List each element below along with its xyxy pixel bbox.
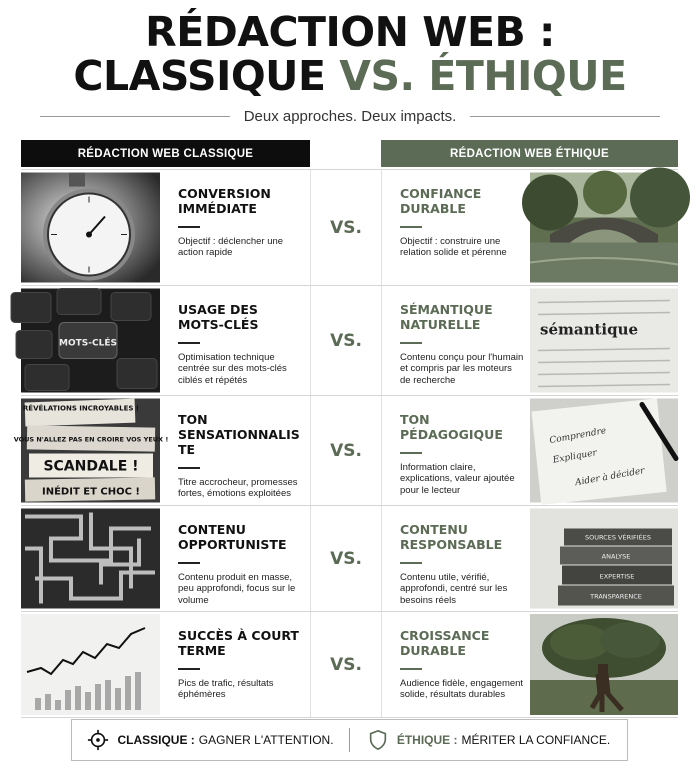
heading-rule: [178, 562, 200, 564]
heading-rule: [400, 342, 422, 344]
left-text: [178, 186, 306, 259]
right-heading: SÉMANTIQUE NATURELLE: [400, 302, 493, 332]
right-text: [400, 522, 524, 606]
footer-ethique-text: MÉRITER LA CONFIANCE.: [461, 733, 611, 747]
vs-label: VS.: [330, 217, 362, 238]
notebook-pen-image: [530, 399, 678, 502]
book-spine-3: EXPERTISE: [599, 572, 635, 581]
footer-classique: [72, 729, 349, 751]
heading-rule: [178, 342, 200, 344]
footer-ethique: [350, 729, 627, 751]
right-description: Objectif : construire une relation solide et pérenne: [400, 235, 507, 258]
subtitle-row: [0, 106, 700, 126]
headline-2: VOUS N'ALLEZ PAS EN CROIRE VOS YEUX !: [13, 435, 169, 444]
heading-rule: [178, 226, 200, 228]
left-heading: CONTENU OPPORTUNISTE: [178, 522, 287, 552]
left-text: [178, 628, 306, 701]
right-description: Audience fidèle, engagement solide, résultats durables: [400, 677, 524, 700]
title-classique: CLASSIQUE: [73, 52, 340, 100]
maze-image: [21, 509, 160, 608]
comparison-row: [13, 395, 678, 505]
header-ethique: RÉDACTION WEB ÉTHIQUE: [381, 140, 678, 167]
left-description: Contenu produit en masse, peu approfondi, focus sur le volume: [178, 571, 296, 606]
right-text: [400, 412, 524, 496]
vs-label: VS.: [330, 330, 362, 351]
book-spine-4: TRANSPARENCE: [590, 592, 642, 601]
right-heading: CONTENU RESPONSABLE: [400, 522, 503, 552]
comparison-row: [21, 505, 678, 611]
right-description: Contenu utile, vérifié, approfondi, centré sur les besoins réels: [400, 571, 508, 606]
book-spine-2: ANALYSE: [601, 552, 631, 561]
book-word: sémantique: [540, 320, 639, 339]
heading-rule: [400, 452, 422, 454]
left-text: [178, 412, 306, 500]
left-text: [178, 302, 306, 386]
heading-rule: [400, 668, 422, 670]
left-description: Titre accrocheur, promesses fortes, émotions exploitées: [178, 476, 298, 499]
book-page-image: [530, 289, 678, 392]
heading-rule: [400, 226, 422, 228]
headline-4: INÉDIT ET CHOC !: [42, 486, 140, 498]
comparison-row: [21, 169, 678, 285]
right-description: Contenu conçu pour l'humain et compris par les moteurs de recherche: [400, 351, 524, 386]
vs-column: [310, 396, 382, 505]
vs-label: VS.: [330, 440, 362, 461]
heading-rule: [400, 562, 422, 564]
target-icon: [87, 729, 109, 751]
comparison-row: [21, 611, 678, 718]
vs-column: [310, 286, 382, 395]
left-heading: SUCCÈS À COURT TERME: [178, 628, 299, 658]
page-title-line-1: RÉDACTION WEB :: [145, 8, 555, 56]
right-text: [400, 302, 524, 386]
left-heading: TON SENSATIONNALISTE: [178, 412, 300, 457]
subtitle-divider: [470, 116, 660, 117]
headlines-image: [13, 399, 169, 502]
note-line-3: Aider à décider: [574, 466, 646, 489]
footer-ethique-label: ÉTHIQUE :: [396, 733, 458, 747]
book-spine-1: SOURCES VÉRIFIÉES: [584, 533, 652, 542]
headline-1: RÉVÉLATIONS INCROYABLES !: [22, 404, 140, 413]
left-description: Pics de trafic, résultats éphémères: [178, 677, 274, 700]
vs-column: [310, 612, 382, 717]
note-line-2: Expliquer: [552, 448, 598, 466]
subtitle: Deux approches. Deux impacts.: [243, 107, 457, 125]
footer-classique-text: GAGNER L'ATTENTION.: [198, 733, 334, 747]
oak-tree-image: [530, 615, 678, 714]
footer-summary: [71, 719, 628, 761]
vs-label: VS.: [330, 654, 362, 675]
subtitle-divider: [40, 116, 230, 117]
stone-bridge-image: [530, 173, 678, 282]
shield-icon: [367, 729, 389, 751]
note-line-1: Comprendre: [548, 426, 608, 447]
right-description: Information claire, explications, valeur ajoutée pour le lecteur: [400, 461, 515, 496]
title-ethique: VS. ÉTHIQUE: [339, 52, 627, 100]
stopwatch-image: [21, 173, 160, 282]
left-description: Optimisation technique centrée sur des mots-clés ciblés et répétés: [178, 351, 287, 386]
right-text: [400, 628, 524, 701]
vs-column: [310, 506, 382, 611]
right-heading: CONFIANCE DURABLE: [400, 186, 482, 216]
keyboard-key-label: MOTS-CLÉS: [59, 338, 117, 349]
vs-column: [310, 170, 382, 285]
headline-3: SCANDALE !: [43, 458, 139, 475]
heading-rule: [178, 467, 200, 469]
page-title-line-2: [0, 54, 700, 98]
right-text: [400, 186, 524, 259]
right-heading: CROISSANCE DURABLE: [400, 628, 490, 658]
left-text: [178, 522, 306, 606]
footer-classique-label: CLASSIQUE :: [117, 733, 195, 747]
comparison-row: [21, 285, 678, 395]
vs-label: VS.: [330, 548, 362, 569]
keyboard-image: [21, 289, 160, 392]
left-heading: CONVERSION IMMÉDIATE: [178, 186, 271, 216]
header-classique: RÉDACTION WEB CLASSIQUE: [21, 140, 310, 167]
left-description: Objectif : déclencher une action rapide: [178, 235, 284, 258]
right-heading: TON PÉDAGOGIQUE: [400, 412, 503, 442]
heading-rule: [178, 668, 200, 670]
book-stack-image: [530, 509, 678, 608]
left-heading: USAGE DES MOTS-CLÉS: [178, 302, 259, 332]
line-chart-image: [21, 615, 160, 714]
